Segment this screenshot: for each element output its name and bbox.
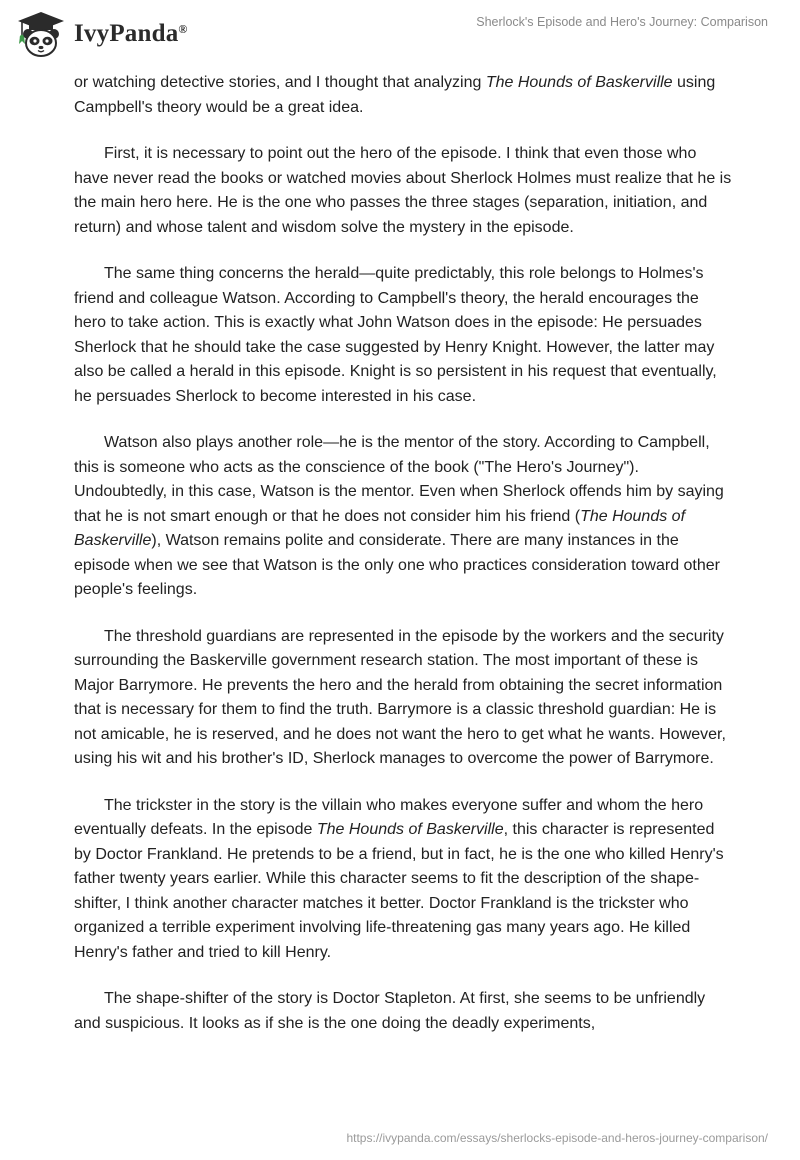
text-segment: Watson also plays another role—he is the mentor of the story. According to Campbell, this is someone who acts as the conscience of the book ("The Hero's Journey"). Undoubtedly, in this case, Watson is the mentor. Even when Sherlock offends him by saying that he is not smart enough or that he does not consider him his friend ( [74,434,724,525]
paragraph-7 [74,987,734,1036]
text-segment: The trickster in the story is the villain who makes everyone suffer and whom the hero eventually defeats. In the episode [74,796,704,838]
text-segment: ), Watson remains polite and considerate. There are many instances in the episode when we see that Watson is the only one who practices consideration toward other people's feelings. [74,532,720,598]
paragraph-4 [74,431,734,603]
paragraph-1 [74,71,734,120]
italic-title: The Hounds of Baskerville [485,74,673,91]
paragraph-6 [74,794,734,966]
ivypanda-logo[interactable] [14,10,188,58]
paragraph-3 [74,262,734,409]
paragraph-5 [74,625,734,772]
essay-body [74,71,734,1058]
panda-graduate-icon [14,10,68,58]
text-segment: using Campbell's theory would be a great idea. [74,74,716,116]
registered-mark: ® [178,22,188,36]
document-title: Sherlock's Episode and Hero's Journey: Comparison [476,15,768,29]
italic-title: The Hounds of Baskerville [74,507,686,549]
text-segment: The same thing concerns the herald—quite predictably, this role belongs to Holmes's friend and colleague Watson. According to Campbell's theory, the herald encourages the hero to take action. This is exactly what John Watson does in the episode: He persuades Sherlock that he should take the case suggested by Henry Knight. However, the latter may also be called a herald in this episode. Knight is so persistent in his request that eventually, he persuades Sherlock to become interested in his case. [74,265,717,405]
text-segment: First, it is necessary to point out the hero of the episode. I think that even those who have never read the books or watched movies about Sherlock Holmes must realize that he is the main hero here. He is the one who passes the three stages (separation, initiation, and return) and whose talent and wisdom solve the mystery in the episode. [74,145,732,236]
text-segment: or watching detective stories, and I thought that analyzing [74,74,486,91]
text-segment: The shape-shifter of the story is Doctor Stapleton. At first, she seems to be unfriendly and suspicious. It looks as if she is the one doing the deadly experiments, [74,990,706,1032]
italic-title: The Hounds of Baskerville [316,821,504,838]
page-header [0,0,800,70]
paragraph-2 [74,142,734,240]
text-segment: The threshold guardians are represented in the episode by the workers and the security surrounding the Baskerville government research station. The most important of these is Major Barrymore. He prevents the hero and the herald from obtaining the secret information that is necessary for them to find the truth. Barrymore is a classic threshold guardian: He is not amicable, he is reserved, and he does not want the hero to get what he wants. However, using his wit and his brother's ID, Sherlock manages to overcome the power of Barrymore. [74,627,726,767]
logo-wordmark: IvyPanda® [74,20,188,47]
source-url[interactable]: https://ivypanda.com/essays/sherlocks-episode-and-heros-journey-comparison/ [346,1131,768,1145]
text-segment: , this character is represented by Doctor Frankland. He pretends to be a friend, but in fact, he is the one who killed Henry's father twenty years earlier. While this character seems to fit the description of the shape-shifter, I think another character matches it better. Doctor Frankland is the trickster who organized a terrible experiment involving life-threatening gas many years ago. He killed Henry's father and tried to kill Henry. [74,821,724,961]
